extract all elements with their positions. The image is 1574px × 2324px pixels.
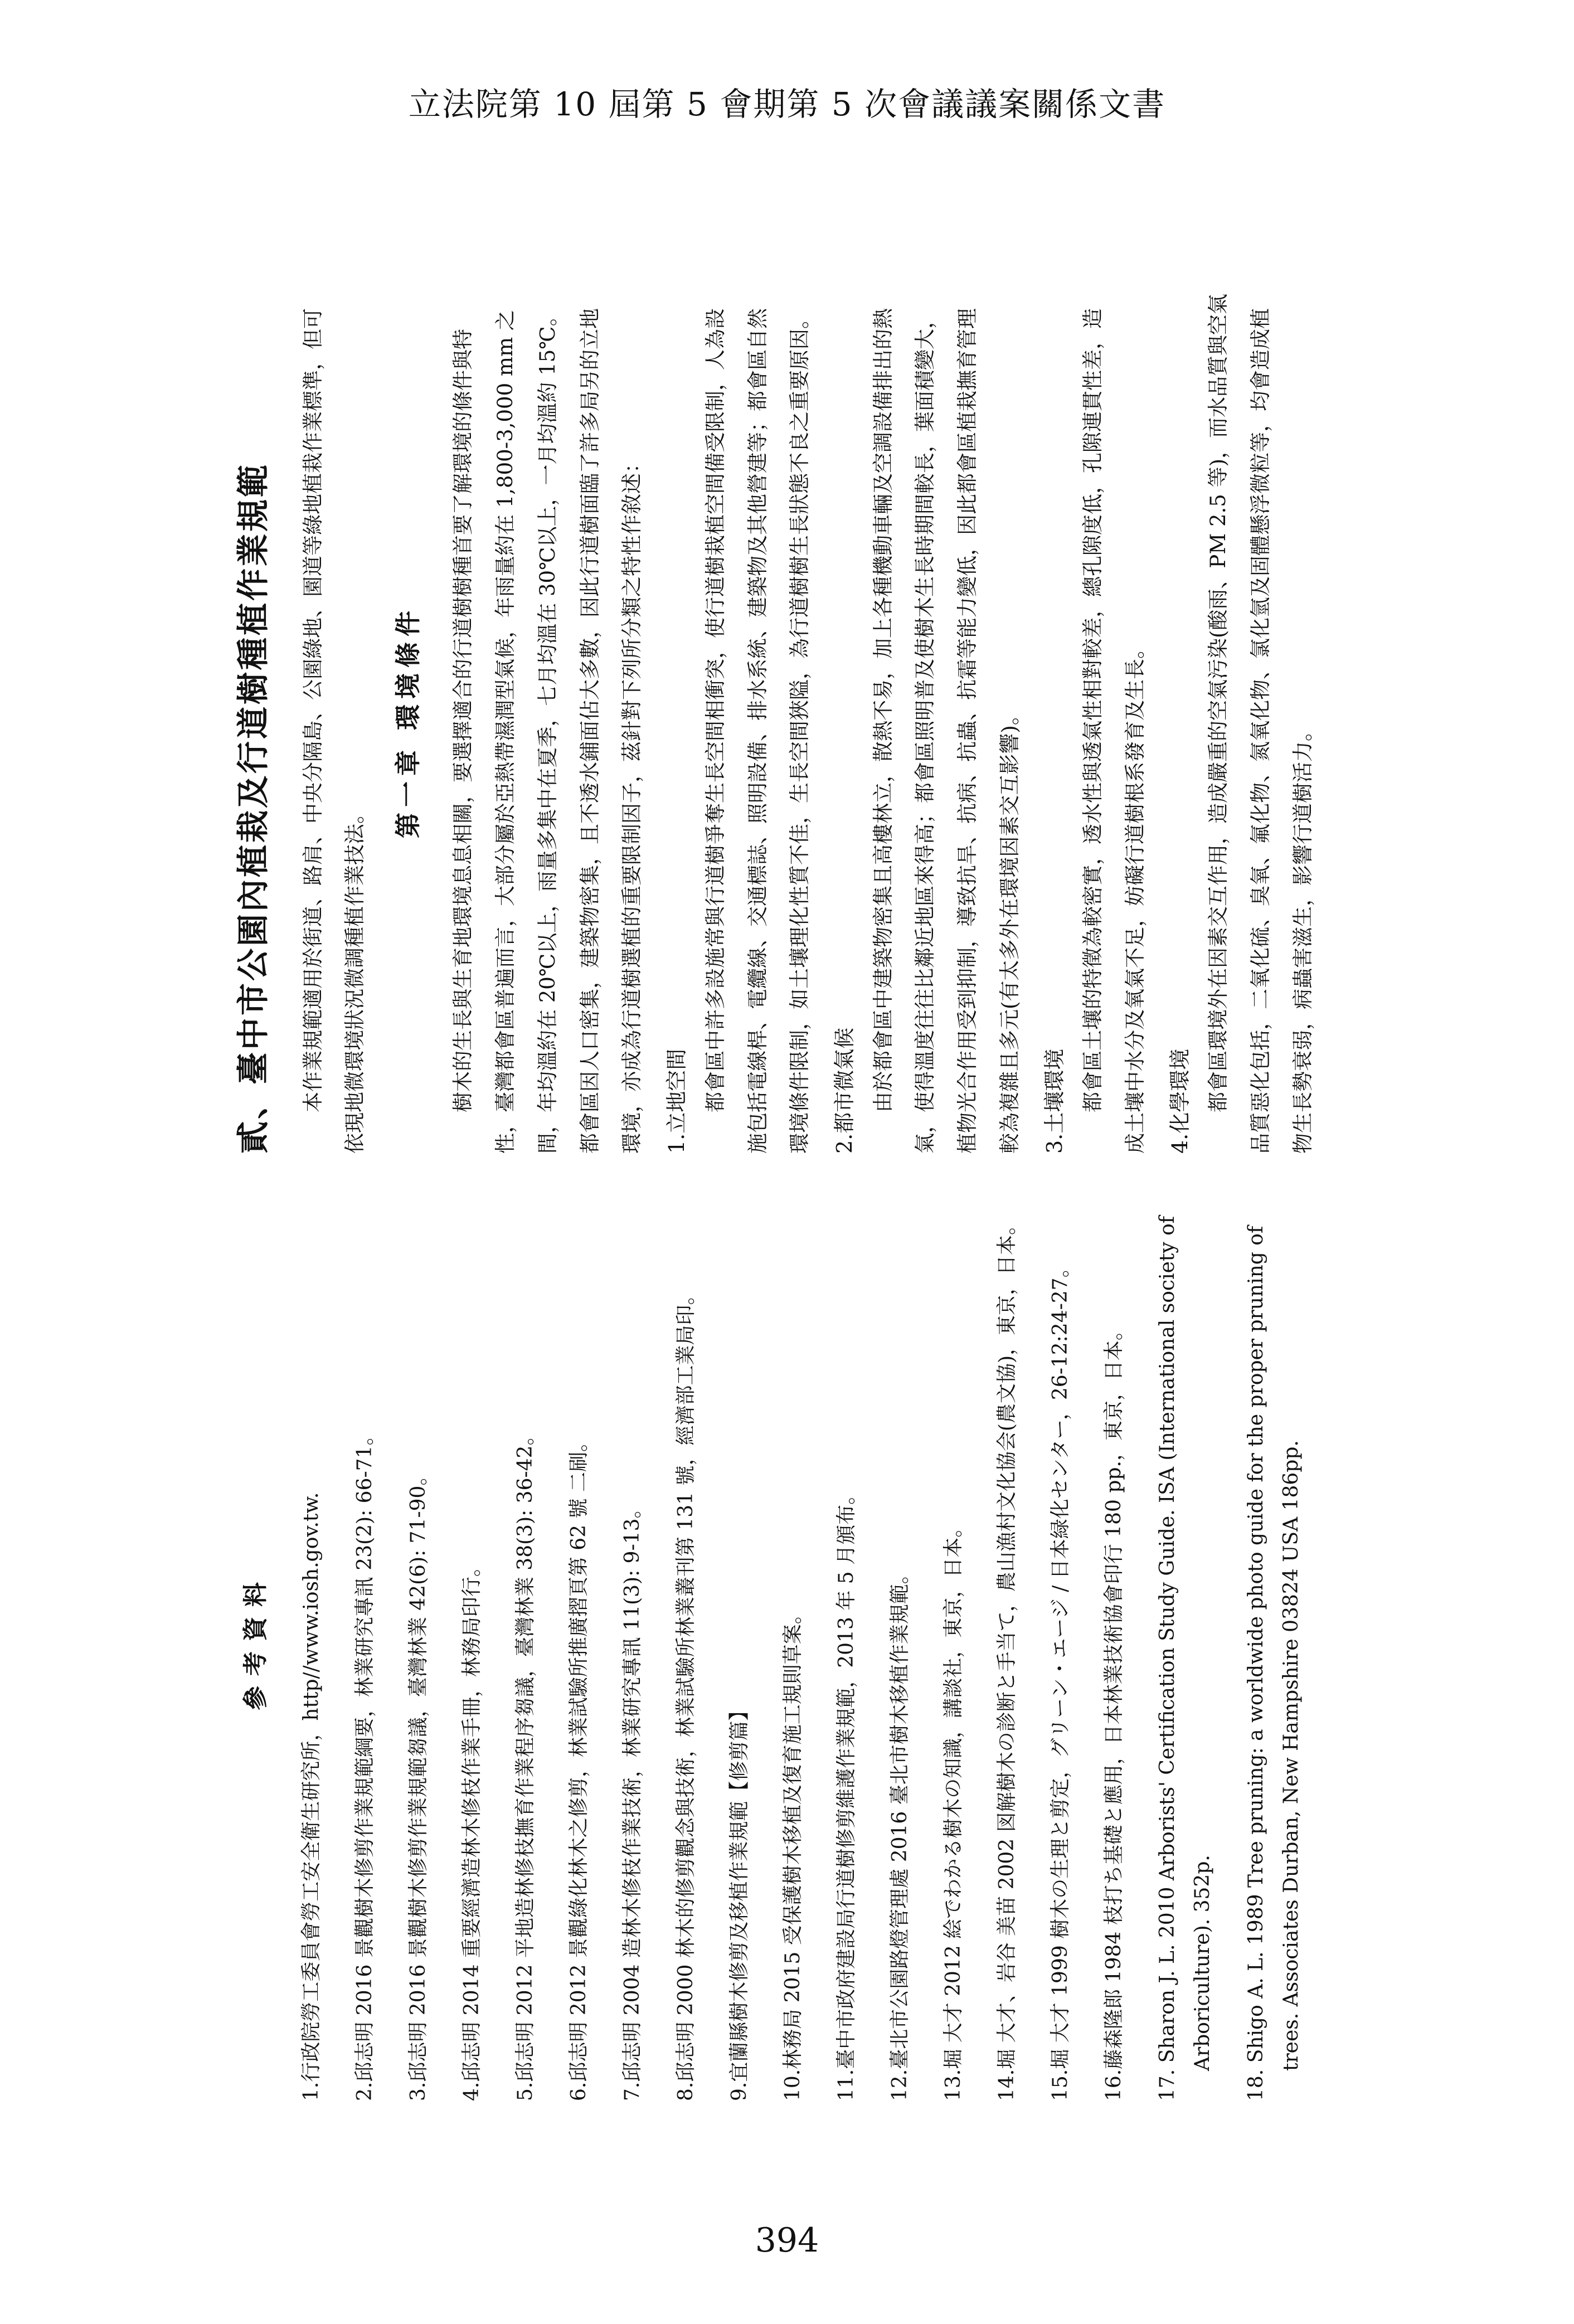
document-header: 立法院第 10 屆第 5 會期第 5 次會議議案關係文書: [408, 85, 1166, 123]
references-title: 參考資料: [241, 1572, 270, 1710]
references-section: [234, 1182, 1382, 2101]
reference-item: 10.林務局 2015 受保護樹木移植及復育施工規則草案。: [781, 1604, 805, 2101]
chapter-title: 第一章 環境條件: [393, 605, 424, 839]
section-heading-microclimate: 2.都市微氣候: [832, 1027, 857, 1154]
specification-section: [234, 290, 1382, 1154]
reference-item: 1.行政院勞工委員會勞工安全衛生研究所，http//www.iosh.gov.tw.: [300, 1492, 323, 2101]
reference-item: 8.邱志明 2000 林木的修剪觀念與技術，林業試驗所林業叢刊第 131 號，經濟部工業局印。: [674, 1285, 698, 2101]
reference-item: 15.堀 大才 1999 樹木の生理と剪定，グリーン・エージ / 日本緑化センター，26-12:24-27。: [1049, 1257, 1072, 2101]
reference-item: 13.堀 大才 2012 絵でわかる樹木の知識，講談社，東京，日本。: [942, 1517, 965, 2101]
reference-item: 16.藤森隆郎 1984 枝打ち基礎と應用，日本林業技術協會印行 180 pp.，東京，日本。: [1102, 1320, 1126, 2101]
section-heading-soil: 3.土壤環境: [1042, 1048, 1067, 1154]
reference-item: 14.堀 大才、岩谷 美苗 2002 図解樹木の診断と手当て，農山漁村文化協会(農文協)，東京，日本。: [995, 1214, 1019, 2101]
reference-item: 2.邱志明 2016 景觀樹木修剪作業規範綱要，林業研究專訊 23(2): 66-71。: [353, 1425, 377, 2101]
reference-item: 4.邱志明 2014 重要經濟造林木修枝作業手冊，林務局印行。: [460, 1557, 484, 2101]
reference-item: 3.邱志明 2016 景觀樹木修剪作業規範芻議，臺灣林業 42(6): 71-90。: [407, 1465, 430, 2101]
chapter-intro: 樹木的生長與生育地環境息息相關，要選擇適合的行道樹樹種首要了解環境的條件與特性，臺灣都會區普遍而言，大部分屬於亞熱帶濕潤型氣候，年雨量約在 1,800-3,000 mm 之間，年均溫約在 20℃以上，雨量多集中在夏季，七月均溫在 30℃以上，一月均溫約 15℃。都會區因人口密集，建築物密集，且不透水鋪面佔大多數，因此行道樹面臨了許多局另的立地環境，亦成為行道樹選植的重要限制因子，茲針對下列所分類之特性作敘述：: [451, 305, 644, 1154]
reference-item: 12.臺北市公園路燈管理處 2016 臺北市樹木移植作業規範。: [888, 1564, 912, 2101]
reference-item: 11.臺中市政府建設局行道樹修剪維護作業規範，2013 年 5 月頒布。: [835, 1484, 858, 2101]
section-body-chemical: 都會區環境外在因素交互作用，造成嚴重的空氣污染(酸雨、PM 2.5 等)，而水品質與空氣品質惡化包括，二氧化硫、臭氧、氟化物、氮氧化物、氯化氫及固體懸浮微粒等，均會造成植物生長勢衰弱，病蟲害滋生，影響行道樹活力。: [1206, 293, 1315, 1154]
reference-item: 17. Sharon J. L. 2010 Arborists' Certification Study Guide. ISA (International society of Arboriculture). 352p.: [1156, 1216, 1214, 2101]
reference-item: 7.邱志明 2004 造林木修枝作業技術，林業研究專訊 11(3): 9-13。: [621, 1498, 644, 2101]
rotated-content: [234, 290, 1382, 2101]
specification-intro: 本作業規範適用於街道、路肩、中央分隔島、公園綠地、園道等綠地植栽作業標準，但可依現地微環境狀況微調種植作業技法。: [300, 308, 367, 1154]
section-heading-space: 1.立地空間: [664, 1048, 689, 1154]
reference-item: 18. Shigo A. L. 1989 Tree pruning: a worldwide photo guide for the proper pruning of trees. Associates Durban, New Hampshire 03824 USA 186pp.: [1245, 1226, 1303, 2101]
reference-item: 6.邱志明 2012 景觀綠化林木之修剪，林業試驗所推廣摺頁第 62 號 二刷。: [567, 1432, 591, 2101]
specification-title: 貳、臺中市公園內植栽及行道樹種植作業規範: [234, 462, 272, 1154]
reference-item: 9.宜蘭縣樹木修剪及移植作業規範【修剪篇】: [728, 1700, 751, 2101]
section-body-microclimate: 由於都會區中建築物密集且高樓林立，散熱不易，加上各種機動車輛及空調設備排出的熱氣，使得溫度往往比鄰近地區來得高；都會區照明普及使樹木生長時期間較長，葉面積變大，植物光合作用受到抑制，導致抗旱、抗病、抗蟲、抗霜等能力變低，因此都會區植栽撫育管理較為複雜且多元(有太多外在環境因素交互影響)。: [871, 308, 1022, 1154]
page-number: 394: [755, 2221, 819, 2260]
section-heading-chemical: 4.化學環境: [1168, 1048, 1193, 1154]
references-list: [294, 1182, 1309, 2101]
section-body-soil: 都會區土壤的特徵為較密實，透水性與透氣性相對較差，總孔隙度低，孔隙連貫性差，造成土壤中水分及氧氣不足，妨礙行道樹根系發育及生長。: [1081, 308, 1148, 1154]
section-body-space: 都會區中許多設施常與行道樹爭奪生長空間相衝突，使行道樹栽植空間備受限制，人為設施包括電線桿、電纜線、交通標誌、照明設備、排水系統、建築物及其他營建等；都會區自然環境條件限制，如土壤理化性質不佳，生長空間狹隘，為行道樹樹生長狀態不良之重要原因。: [703, 308, 812, 1154]
reference-item: 5.邱志明 2012 平地造林修枝撫育作業程序芻議，臺灣林業 38(3): 36-42。: [514, 1425, 537, 2101]
